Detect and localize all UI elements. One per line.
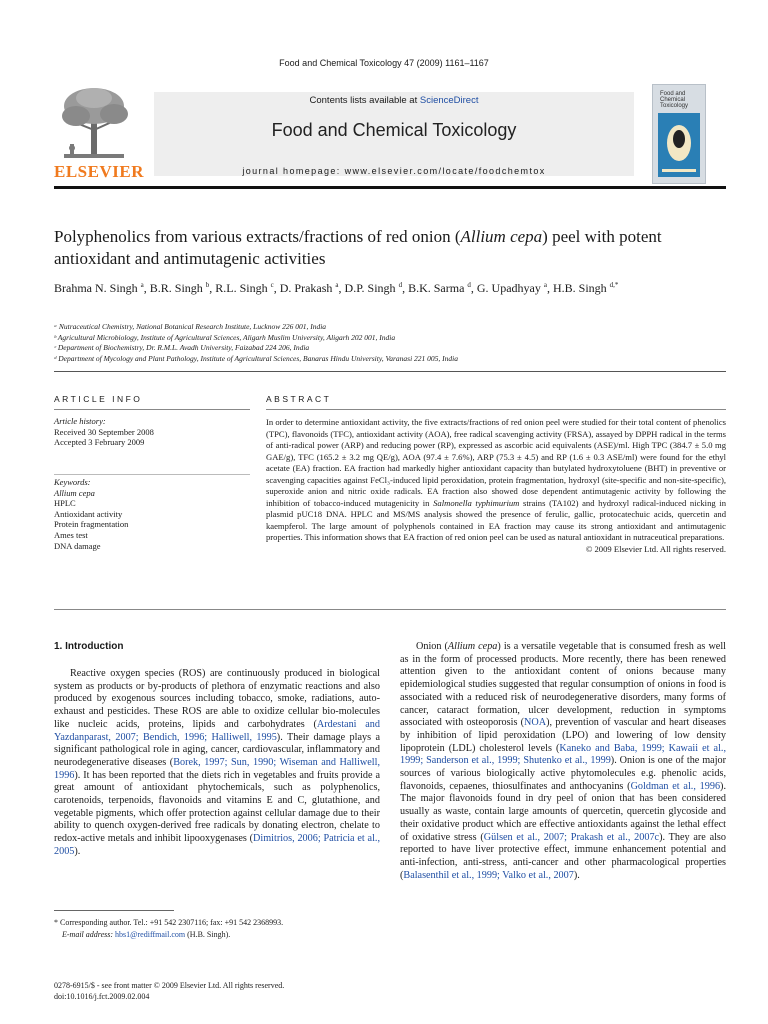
corresponding-author-footnote xyxy=(54,917,380,940)
author-affiliation-marker[interactable]: b xyxy=(205,281,210,289)
tree-icon xyxy=(56,84,132,162)
author-name: G. Upadhyay xyxy=(476,281,541,295)
keyword: Antioxidant activity xyxy=(54,508,123,519)
author-affiliation-marker[interactable]: d xyxy=(398,281,403,289)
cover-title-line: Food and xyxy=(660,91,686,97)
elsevier-logo[interactable] xyxy=(54,84,144,184)
author-name: Brahma N. Singh xyxy=(54,281,138,295)
history-label: Article history: xyxy=(54,416,106,426)
body-text: ). It has been reported that the diets rich in vegetables and fruits provide a great amount of antioxidant phytochemicals, such as polyphenolics, carotenoids, terpenoids, flavonoids and vitamins E and C, glutathione, and vegetable pigments, which offer protection against cellular damage due to their ability to quench oxygen-derived free radicals by donating electron, chelate to redox-active metals and inhibit lipooxygenases ( xyxy=(54,769,380,845)
email-label: E-mail address: xyxy=(62,929,116,939)
abstract-bottom-divider xyxy=(54,609,726,610)
body-text: Reactive oxygen species (ROS) are continuously produced in biological system as products or by-products of plethora of enzymatic reactions and also produced by exogenous sources including tobacco, smoke, radiations, auto-exhaust and pesticides. These ROS are able to oxidize cellular bio-molecules like nucleic acids, proteins, lipids and carbohydrates ( xyxy=(54,668,380,730)
body-text: ). The major flavonoids found in dry peel of onion that has been considered usually as waste, contain large amounts of quercetin, quercetin glycoside and their oxidative product which are effective antioxidants against the lethal effect of oxidative stress ( xyxy=(400,780,726,843)
doi-line: doi:10.1016/j.fct.2009.02.004 xyxy=(54,992,150,1001)
contents-prefix: Contents lists available at xyxy=(309,95,420,106)
author-affiliation-marker[interactable]: a xyxy=(140,281,144,289)
body-text: Onion ( xyxy=(416,641,448,652)
abstract-heading: ABSTRACT xyxy=(266,394,332,404)
abstract-text: strains (TA102) and hydroxyl radical-induced nicking in plasmid pUC18 DNA. HPLC and MS/MS analysis showed the presence of ferulic, gallic, protocatechuic acids, quercetin and kaempferol. The large amount of polyphenols contained in EA fraction may cause its strong antioxidant and antimutagenic properties. This information shows that EA fraction of red onion peel can be used as natural antioxidant in nutraceutical preparations. xyxy=(266,497,726,542)
article-info-heading: ARTICLE INFO xyxy=(54,394,143,404)
header-divider xyxy=(54,186,726,189)
abstract-italic: Salmonella typhimurium xyxy=(433,497,520,508)
issn-line: 0278-6915/$ - see front matter © 2009 Elsevier Ltd. All rights reserved. xyxy=(54,981,285,990)
info-divider xyxy=(54,409,250,410)
keywords xyxy=(54,477,250,551)
author-name: D.P. Singh xyxy=(344,281,396,295)
citation-link[interactable]: Borek, 1997; Sun, 1990; Wiseman and Halliwell, 1996 xyxy=(54,756,380,781)
journal-homepage-link[interactable]: journal homepage: www.elsevier.com/locate/foodchemtox xyxy=(242,166,546,176)
title-part: Polyphenolics from various extracts/fractions of red onion ( xyxy=(54,227,461,246)
corresponding-author: * Corresponding author. Tel.: +91 542 2307116; fax: +91 542 2368993. xyxy=(54,918,284,927)
author-name: B.R. Singh xyxy=(149,281,203,295)
affiliation-divider xyxy=(54,371,726,372)
citation-link[interactable]: Dimitrios, 2006; Patricia et al., 2005 xyxy=(54,833,380,857)
cover-title xyxy=(660,91,705,109)
keyword: Protein fragmentation xyxy=(54,519,129,530)
keyword: Allium cepa xyxy=(54,487,95,498)
author-name: D. Prakash xyxy=(279,281,333,295)
body-italic: Allium cepa xyxy=(447,641,498,652)
body-text: ) is a versatile vegetable that is consumed fresh as well as in the form of processed products. More recently, there has been renewed attention given to the antioxidant content of onions because many epidemiological studies suggested that regular consumption of onions in food is associated with a reduced risk of neurodegenerative disorders, many forms of cancer, cataract formation, ulcer development, reduction in symptoms associated with osteoporosis ( xyxy=(400,641,726,729)
intro-right-column xyxy=(400,641,726,882)
cover-figure-icon xyxy=(658,113,700,177)
body-text: ). Their damage plays a significant pathological role in aging, cancer, cardiovascular, inflammatory and neurodegenerative diseases ( xyxy=(54,731,380,768)
affiliation: ᵃ Nutraceutical Chemistry, National Botanical Research Institute, Lucknow 226 001, India xyxy=(54,322,327,331)
author-affiliation-marker[interactable]: d,* xyxy=(609,281,619,289)
copyright: © 2009 Elsevier Ltd. All rights reserved. xyxy=(585,543,726,554)
abstract-divider xyxy=(266,409,726,410)
affiliation: ᵇ Agricultural Microbiology, Institute of Agricultural Sciences, Aligarh Muslim University, Aligarh 202 001, India xyxy=(54,332,396,342)
author-name: H.B. Singh xyxy=(552,281,607,295)
keywords-divider xyxy=(54,474,250,475)
page-footer xyxy=(54,980,380,1002)
contents-line xyxy=(154,95,634,106)
introduction-heading: 1. Introduction xyxy=(54,641,124,652)
keyword: HPLC xyxy=(54,498,76,509)
cover-title-line: Chemical xyxy=(660,97,686,103)
journal-cover-thumbnail[interactable] xyxy=(652,84,706,184)
citation-link[interactable]: Balasenthil et al., 1999; Valko et al., 2007 xyxy=(403,869,574,881)
accepted-date: Accepted 3 February 2009 xyxy=(54,437,145,448)
title-italic: Allium cepa xyxy=(460,227,543,246)
body-text: ), prevention of vascular and heart diseases by inhibition of lipid peroxidation (LPO) and lowering of low density lipoprotein (LDL) cholesterol levels ( xyxy=(400,717,726,754)
citation-link[interactable]: NOA xyxy=(524,717,547,729)
author-affiliation-marker[interactable]: d xyxy=(467,281,471,289)
journal-banner xyxy=(154,92,634,176)
keywords-label: Keywords: xyxy=(54,477,91,487)
abstract-body xyxy=(266,417,726,555)
body-text: ). xyxy=(573,869,580,881)
email-suffix: (H.B. Singh). xyxy=(185,929,231,939)
cover-title-line: Toxicology xyxy=(660,103,689,109)
affiliation: ᵈ Department of Mycology and Plant Pathology, Institute of Agricultural Sciences, Banaras Hindu University, Varanasi 221 005, India xyxy=(54,353,459,363)
author-name: B.K. Sarma xyxy=(408,281,465,295)
author-affiliation-marker[interactable]: a xyxy=(335,281,339,289)
citation-link[interactable]: Gülsen et al., 2007; Prakash et al., 2007c xyxy=(483,831,660,843)
keyword: DNA damage xyxy=(54,540,101,551)
citation-link[interactable]: Kaneko and Baba, 1999; Kawaii et al., 1999; Sanderson et al., 1999; Shutenko et al., 1999 xyxy=(400,742,726,767)
article-history xyxy=(54,416,250,448)
keyword: Ames test xyxy=(54,529,88,540)
journal-header xyxy=(54,84,726,190)
sciencedirect-link[interactable]: ScienceDirect xyxy=(419,95,479,106)
citation-link[interactable]: Ardestani and Yazdanparast, 2007; Bendich, 1996; Halliwell, 1995 xyxy=(54,718,380,743)
footnote-divider xyxy=(54,910,174,911)
article-title xyxy=(54,226,724,270)
publisher-name: ELSEVIER xyxy=(54,162,144,181)
abstract-text: In order to determine antioxidant activity, the five extracts/fractions of red onion peel were studied for their total content of phenolics (TPC), flavonoids (TFC), antioxidant activity (AOA), free radical scavenging activity (FRSA), assayed by DPPH radical in the terms of anti-radical power (ARP) and reducing power (RP), expressed as ascorbic acid equivalents (ASE)/ml. High TPC (384.7 ± 5.0 mg GAE/g), TFC (165.2 ± 3.2 mg QE/g), AOA (97.4 ± 7.6%), ARP (75.3 ± 4.5) and RP (1.6 ± 0.3 ASE/ml) were found for the ethyl acetate (EA) fraction. EA fraction had markedly higher antioxidant capacity than butylated hydroxytoluene (BHT) in preventive or scavenging capacities against FeCl₃-induced lipid peroxidation, protein fragmentation, hydroxyl (site-specific and non-site-specific), superoxide anion and nitric oxide radicals. EA fraction also showed dose dependent antimutagenic activity by following the inhibition of tobacco-induced mutagenicity in xyxy=(266,417,726,508)
journal-title: Food and Chemical Toxicology xyxy=(271,120,517,140)
title-part: ) peel with potent antioxidant and antimutagenic activities xyxy=(54,227,662,268)
body-text: ). Onion is one of the major sources of various biologically active phytomolecules e.g. phenolic acids, flavonoids, cepaenes, thiosulfinates and anthocyanins ( xyxy=(400,755,727,792)
citation-link[interactable]: Goldman et al., 1996 xyxy=(630,780,721,792)
affiliations xyxy=(54,322,724,364)
affiliation: ᶜ Department of Biochemistry, Dr. R.M.L. Avadh University, Faizabad 224 206, India xyxy=(54,343,310,352)
intro-left-column xyxy=(54,668,380,859)
body-text: ). They are also reported to have liver protective effect, immune enhancement potential and anti-infection, anti-stress, anti-cancer and other pharmacological properties ( xyxy=(400,831,726,881)
journal-reference: Food and Chemical Toxicology 47 (2009) 1161–1167 xyxy=(279,58,489,68)
author-affiliation-marker[interactable]: a xyxy=(543,281,547,289)
author-list: Brahma N. Singh $^a$, B.R. Singh $^b$, R.L. Singh $^c$, D. Prakash $^a$, D.P. Singh $^d$, B.K. Sarma $^d$, G. Upadhyay $^a$, H.B. Singh $^{d,*}$ xyxy=(54,281,619,295)
author-name: R.L. Singh xyxy=(215,281,268,295)
author-affiliation-marker[interactable]: c xyxy=(270,281,274,289)
received-date: Received 30 September 2008 xyxy=(54,426,154,437)
email-link[interactable]: hbs1@rediffmail.com xyxy=(115,929,186,939)
body-text: ). xyxy=(74,845,81,857)
